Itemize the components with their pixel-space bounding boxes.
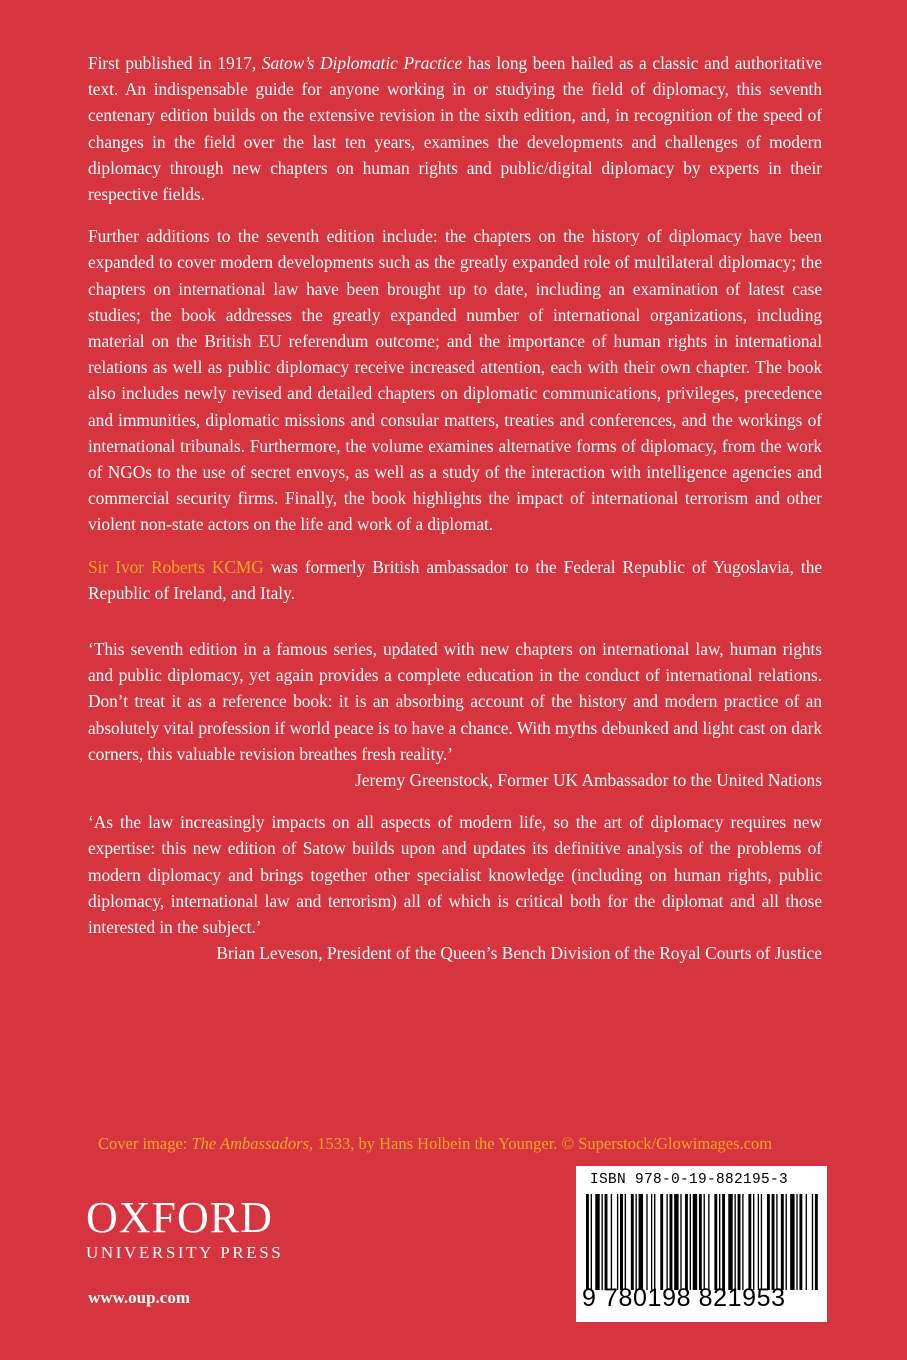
barcode-bar: [591, 1194, 592, 1290]
barcode-bar: [680, 1194, 681, 1290]
barcode-bar: [728, 1194, 732, 1290]
barcode-bar: [666, 1194, 667, 1290]
barcode-bar: [611, 1194, 612, 1290]
barcode-bar: [704, 1194, 705, 1290]
barcode-bar: [639, 1194, 643, 1290]
barcode-bar: [719, 1194, 720, 1290]
barcode-bar: [738, 1194, 741, 1290]
blurb-paragraph-1: First published in 1917, Satow’s Diplomatic Practice has long been hailed as a classic and authoritative text. An indispensable guide for anyone working in or studying the field of diplomacy, this seventh centenary edition builds on the extensive revision in the sixth edition, and, in recognition of the speed of changes in the field over the last ten years, examines the developments and challenges of modern diplomacy through new chapters on human rights and public/digital diplomacy by experts in their respective fields.: [88, 53, 822, 205]
back-cover-text: [88, 50, 822, 983]
barcode-bars: [586, 1194, 818, 1290]
barcode-bar: [815, 1194, 818, 1290]
barcode-bar: [670, 1194, 673, 1290]
isbn-label: ISBN 978-0-19-882195-3: [590, 1172, 789, 1188]
review-quote-2: ‘As the law increasingly impacts on all aspects of modern life, so the art of diplomacy requires new expertise: this new edition of Satow builds upon and updates its definitive analysis of the problems of modern diplomacy and brings together other specialist knowledge (including on human rights, public diplomacy, international law and terrorism) all of which is critical both for the diplomat and all those interested in the subject.’: [88, 812, 822, 938]
barcode-bar: [767, 1194, 770, 1290]
barcode-digits: 9 780198 821953: [582, 1284, 786, 1312]
barcode-bar: [646, 1194, 647, 1290]
cover-image-credit: Cover image: The Ambassadors, 1533, by Hans Holbein the Younger. © Superstock/Glowimages.com: [98, 1134, 773, 1153]
barcode-bar: [748, 1194, 751, 1290]
barcode-bar: [796, 1194, 797, 1290]
author-name: Sir Ivor Roberts KCMG: [88, 556, 264, 577]
barcode-bar: [685, 1194, 688, 1290]
barcode-bar: [806, 1194, 807, 1290]
barcode-bar: [635, 1194, 636, 1290]
barcode-bar: [790, 1194, 794, 1290]
barcode-bar: [734, 1194, 735, 1290]
barcode-bar: [660, 1194, 663, 1290]
publisher-url[interactable]: www.oup.com: [88, 1288, 191, 1307]
barcode-bar: [776, 1194, 777, 1290]
barcode-bar: [722, 1194, 725, 1290]
barcode-bar: [714, 1194, 717, 1290]
barcode-bar: [690, 1194, 691, 1290]
barcode-bar: [601, 1194, 602, 1290]
barcode-bar: [651, 1194, 652, 1290]
barcode-bar: [699, 1194, 702, 1290]
barcode-bar: [595, 1194, 599, 1290]
barcode-bar: [812, 1194, 813, 1290]
barcode-bar: [625, 1194, 626, 1290]
review-quote-1: ‘This seventh edition in a famous series, updated with new chapters on international law, human rights and public diplomacy, yet again provides a complete education in the conduct of international relations. Don’t treat it as a reference book: it is an absorbing account of the history and modern practice of an absolutely vital profession if world peace is to have a chance. With myths debunked and light cast on dark corners, this valuable revision breathes fresh reality.’: [88, 639, 822, 764]
isbn-barcode: [576, 1166, 827, 1322]
publisher-subtitle: UNIVERSITY PRESS: [86, 1243, 284, 1262]
barcode-bar: [617, 1194, 618, 1290]
barcode-bar: [586, 1194, 589, 1290]
barcode-bar: [761, 1194, 762, 1290]
barcode-bar: [654, 1194, 655, 1290]
barcode-bar: [620, 1194, 623, 1290]
barcode-bar: [786, 1194, 787, 1290]
publisher-logo: [86, 1193, 284, 1264]
barcode-bar: [781, 1194, 784, 1290]
barcode-bar: [742, 1194, 743, 1290]
review-attribution-2: Brian Leveson, President of the Queen’s Bench Division of the Royal Courts of Justice: [216, 943, 822, 964]
review-attribution-1: Jeremy Greenstock, Former UK Ambassador to the United Nations: [354, 770, 822, 791]
barcode-bar: [753, 1194, 754, 1290]
blurb-paragraph-2: Further additions to the seventh edition include: the chapters on the history of diplomacy have been expanded to cover modern developments such as the greatly expanded role of multilateral diplomacy; the chapters on international law have been brought up to date, including an examination of latest case studies; the book addresses the greatly expanded number of international organizations, including material on the British EU referendum outcome; and the importance of human rights in international relations as well as public diplomacy receive increased attention, each with their own chapter. The book also includes newly revised and detailed chapters on diplomatic communications, privileges, precedence and immunities, diplomatic missions and consular matters, treaties and conferences, and the workings of international tribunals. Furthermore, the volume examines alternative forms of diplomacy, from the work of NGOs to the use of secret envoys, as well as a study of the interaction with intelligence agencies and commercial security firms. Finally, the book highlights the impact of international terrorism and other violent non-state actors on the life and work of a diplomat.: [88, 226, 822, 535]
barcode-bar: [605, 1194, 608, 1290]
publisher-name: OXFORD: [86, 1193, 273, 1242]
barcode-bar: [799, 1194, 802, 1290]
barcode-bar: [631, 1194, 634, 1290]
barcode-bar: [708, 1194, 709, 1290]
barcode-bar: [674, 1194, 678, 1290]
barcode-bar: [772, 1194, 775, 1290]
author-bio: Sir Ivor Roberts KCMG was formerly British ambassador to the Federal Republic of Yugoslavia, the Republic of Ireland, and Italy.: [88, 556, 823, 603]
book-title: Satow’s Diplomatic Practice: [261, 53, 462, 73]
barcode-bar: [758, 1194, 759, 1290]
barcode-bar: [693, 1194, 697, 1290]
